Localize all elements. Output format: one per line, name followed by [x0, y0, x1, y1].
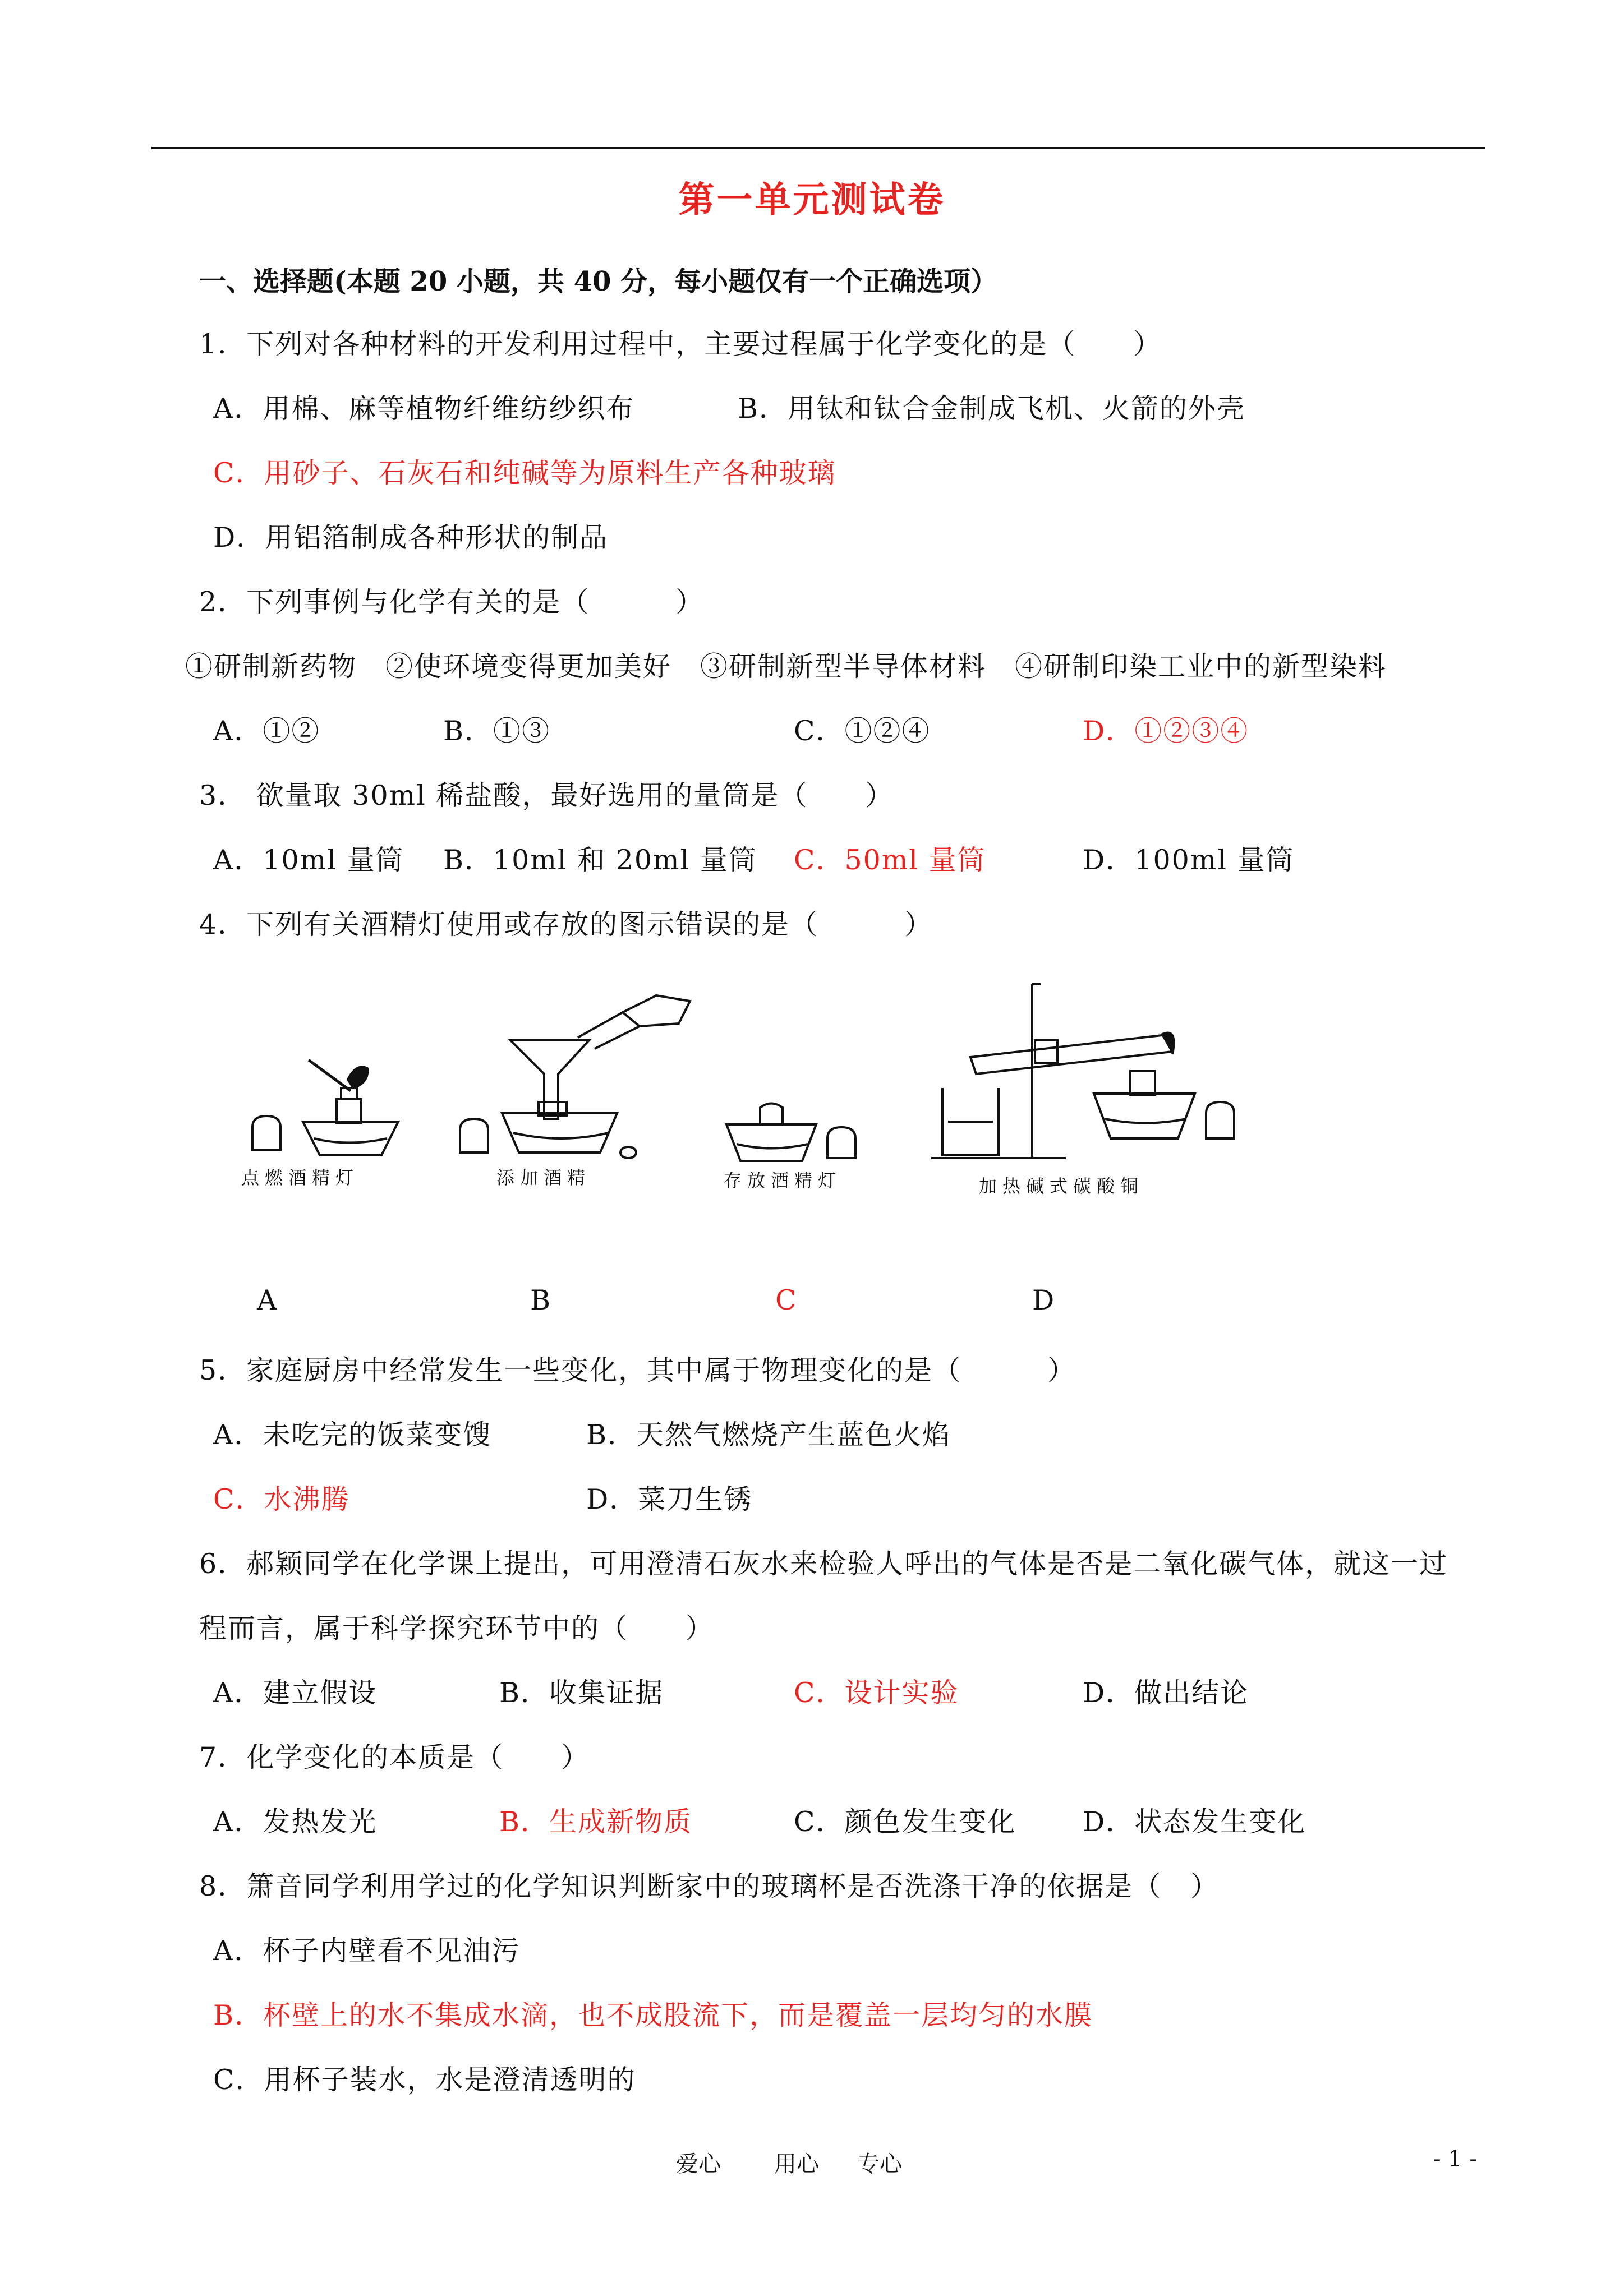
section-heading: 一、选择题(本题 20 小题，共 40 分，每小题仅有一个正确选项） — [199, 266, 998, 297]
q3-option-c: C．50ml 量筒 — [794, 844, 986, 876]
q2-option-a: A．①② — [213, 715, 320, 747]
q1-option-c: C．用砂子、石灰石和纯碱等为原料生产各种玻璃 — [213, 457, 836, 489]
q6-option-c: C．设计实验 — [794, 1677, 959, 1709]
figure-d-heating-setup — [926, 981, 1240, 1200]
q4-stem: 4．下列有关酒精灯使用或存放的图示错误的是（ ） — [199, 909, 933, 940]
footer-motto-1: 爱心 — [676, 2151, 721, 2177]
q2-option-b: B．①③ — [443, 715, 551, 747]
q1-option-b: B．用钛和钛合金制成飞机、火箭的外壳 — [738, 393, 1246, 425]
q8-option-a: A．杯子内壁看不见油污 — [213, 1935, 521, 1967]
q3-option-a: A．10ml 量筒 — [213, 844, 404, 876]
q5-option-d: D．菜刀生锈 — [586, 1483, 753, 1515]
q2-option-c: C．①②④ — [794, 715, 931, 747]
figure-d-caption: 加热碱式碳酸铜 — [979, 1175, 1144, 1197]
figure-label-d: D — [1032, 1284, 1056, 1316]
figure-b-adding-alcohol — [454, 984, 701, 1195]
q5-stem: 5．家庭厨房中经常发生一些变化，其中属于物理变化的是（ ） — [199, 1354, 1076, 1386]
q7-stem: 7．化学变化的本质是（ ） — [199, 1741, 590, 1773]
q8-option-c: C．用杯子装水，水是澄清透明的 — [213, 2064, 636, 2096]
q1-option-a: A．用棉、麻等植物纤维纺纱织布 — [213, 393, 635, 425]
figure-c-caption: 存放酒精灯 — [724, 1170, 842, 1191]
q6-stem-line2: 程而言，属于科学探究环节中的（ ） — [199, 1612, 715, 1644]
figure-b-caption: 添加酒精 — [496, 1167, 591, 1188]
q6-option-b: B．收集证据 — [499, 1677, 664, 1709]
figure-label-b: B — [530, 1284, 552, 1316]
q8-option-b: B．杯壁上的水不集成水滴，也不成股流下，而是覆盖一层均匀的水膜 — [213, 1999, 1093, 2031]
footer-motto-2: 用心 — [774, 2151, 819, 2177]
q5-option-c: C．水沸腾 — [213, 1483, 350, 1515]
q6-option-d: D．做出结论 — [1083, 1677, 1249, 1709]
q7-option-b: B．生成新物质 — [499, 1806, 693, 1838]
q3-stem: 3． 欲量取 30ml 稀盐酸，最好选用的量筒是（ ） — [199, 780, 894, 812]
q8-stem: 8．箫音同学利用学过的化学知识判断家中的玻璃杯是否洗涤干净的依据是（ ） — [199, 1870, 1220, 1902]
q7-option-c: C．颜色发生变化 — [794, 1806, 1016, 1838]
q3-option-d: D．100ml 量筒 — [1083, 844, 1295, 876]
figure-a-lighting-lamp — [236, 1049, 438, 1195]
q5-option-a: A．未吃完的饭菜变馊 — [213, 1419, 492, 1451]
q7-option-d: D．状态发生变化 — [1083, 1806, 1306, 1838]
header-rule — [151, 147, 1485, 149]
page-title: 第一单元测试卷 — [678, 179, 946, 221]
q1-option-d: D．用铝箔制成各种形状的制品 — [213, 522, 609, 554]
page-number: - 1 - — [1433, 2146, 1477, 2172]
figure-a-caption: 点燃酒精灯 — [241, 1167, 360, 1188]
q2-items: ①研制新药物 ②使环境变得更加美好 ③研制新型半导体材料 ④研制印染工业中的新型染料 — [185, 651, 1387, 683]
figure-label-a: A — [257, 1284, 278, 1316]
q3-option-b: B．10ml 和 20ml 量筒 — [443, 844, 757, 876]
q6-option-a: A．建立假设 — [213, 1677, 378, 1709]
footer-motto-3: 专心 — [857, 2151, 902, 2177]
q6-stem-line1: 6．郝颖同学在化学课上提出，可用澄清石灰水来检验人呼出的气体是否是二氧化碳气体，就这一过 — [199, 1548, 1448, 1580]
q7-option-a: A．发热发光 — [213, 1806, 378, 1838]
q2-stem: 2．下列事例与化学有关的是（ ） — [199, 586, 705, 618]
q5-option-b: B．天然气燃烧产生蓝色火焰 — [586, 1419, 951, 1451]
q2-option-d: D．①②③④ — [1083, 715, 1249, 747]
figure-label-c: C — [775, 1284, 798, 1316]
q1-stem: 1．下列对各种材料的开发利用过程中，主要过程属于化学变化的是（ ） — [199, 328, 1162, 360]
figure-c-storing-lamp — [721, 1096, 878, 1195]
